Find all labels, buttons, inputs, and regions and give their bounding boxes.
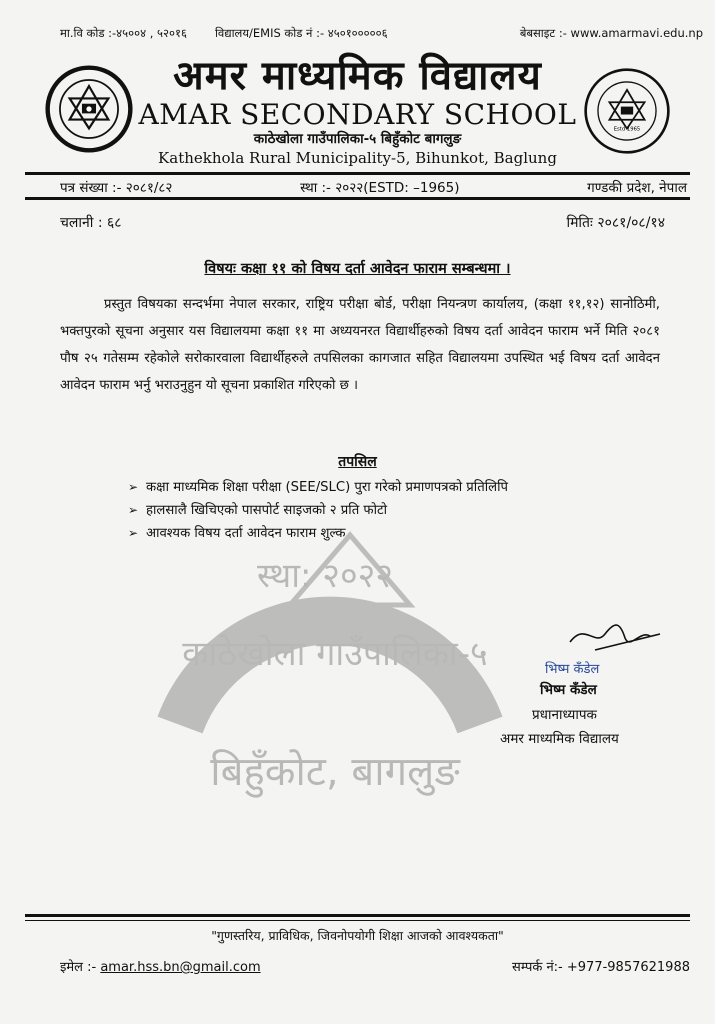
reference-row (60, 178, 687, 196)
school-motto: "गुणस्तरिय, प्राविधिक, जिवनोपयोगी शिक्षा आजको आवश्यकता" (211, 928, 504, 943)
emis-code: विद्यालय/EMIS कोड नं :- ४५०१०००००६ (214, 26, 388, 40)
letter-number: पत्र संख्या :- २०८१/८२ (60, 180, 173, 196)
school-name-nepali: अमर माध्यमिक विद्यालय (173, 53, 542, 99)
signature-stamp-text: भिष्म कँडेल (545, 662, 600, 677)
letter-subject: विषयः कक्षा ११ को विषय दर्ता आवेदन फाराम सम्बन्धमा । (204, 261, 511, 277)
right-logo-estd: Estd 1965 (613, 126, 641, 133)
arrow-bullet-icon: ➢ (128, 526, 139, 540)
signatory-school: अमर माध्यमिक विद्यालय (500, 731, 619, 747)
seal-estd-text: स्था: २०२२ (256, 556, 394, 596)
arrow-bullet-icon: ➢ (128, 480, 139, 494)
province: गण्डकी प्रदेश, नेपाल (587, 180, 687, 196)
header-reference-line (60, 26, 703, 41)
footer-divider-thin (25, 920, 690, 921)
dispatch-number: चलानी : ६८ (60, 215, 122, 231)
list-item: ➢ आवश्यक विषय दर्ता आवेदन फाराम शुल्क (128, 522, 508, 545)
website: बेबसाइट :- www.amarmavi.edu.np (519, 26, 703, 40)
signatory-name: भिष्म कँडेल (540, 682, 597, 698)
letter-body: प्रस्तुत विषयका सन्दर्भमा नेपाल सरकार, राष्ट्रिय परीक्षा बोर्ड, परीक्षा नियन्त्रण कार्यालय, (कक्षा ११,१२) सानोठिमी, भक्तपुरको सूचना अनुसार यस विद्यालयमा कक्षा ११ मा अध्ययनरत विद्यार्थीहरुको विषय दर्ता आवेदन फाराम भर्ने मिति २०८१ पौष २५ गतेसम्म रहेकोले सरोकारवाला विद्यार्थीहरुले तपसिलका कागजात सहित विद्यालयमा उपस्थित भई विषय दर्ता आवेदन आवेदन फाराम भर्नु भराउनुहुन यो सूचना प्रकाशित गरिएको छ । (60, 297, 660, 393)
official-seal-stamp (150, 515, 510, 815)
list-item: ➢ हालसालै खिचिएको पासपोर्ट साइजको २ प्रति फोटो (128, 499, 508, 522)
footer-email (60, 957, 261, 975)
established-year: स्था :- २०२२(ESTD: –1965) (300, 180, 460, 196)
header-divider (25, 172, 690, 175)
header-divider-bottom (25, 197, 690, 200)
seal-ring-bottom-text: बिहुँकोट, बागलुङ (210, 749, 460, 795)
address-english: Kathekhola Rural Municipality-5, Bihunkot, Baglung (158, 149, 557, 167)
email-link[interactable]: amar.hss.bn@gmail.com (100, 960, 261, 975)
signatory-title: प्रधानाध्यापक (532, 707, 597, 723)
seal-ring-top-text: काठेखोला गाउँपालिका-५ (182, 634, 488, 674)
address-nepali: काठेखोला गाउँपालिका-५ बिहुँकोट बागलुङ (253, 131, 462, 147)
footer-contact: सम्पर्क नं:- +977-9857621988 (512, 960, 690, 975)
list-heading: तपसिल (338, 454, 377, 470)
footer-divider (25, 914, 690, 917)
letter-date: मितिः २०८१/०८/१४ (566, 215, 665, 231)
school-code: मा.वि कोड :-४५००४ , ५२०१६ (60, 26, 187, 40)
arrow-bullet-icon: ➢ (128, 503, 139, 517)
list-item: ➢ कक्षा माध्यमिक शिक्षा परीक्षा (SEE/SLC) पुरा गरेको प्रमाणपत्रको प्रतिलिपि (128, 476, 508, 499)
school-name-english: AMAR SECONDARY SCHOOL (138, 98, 577, 131)
email-label: इमेल :- (60, 960, 97, 975)
